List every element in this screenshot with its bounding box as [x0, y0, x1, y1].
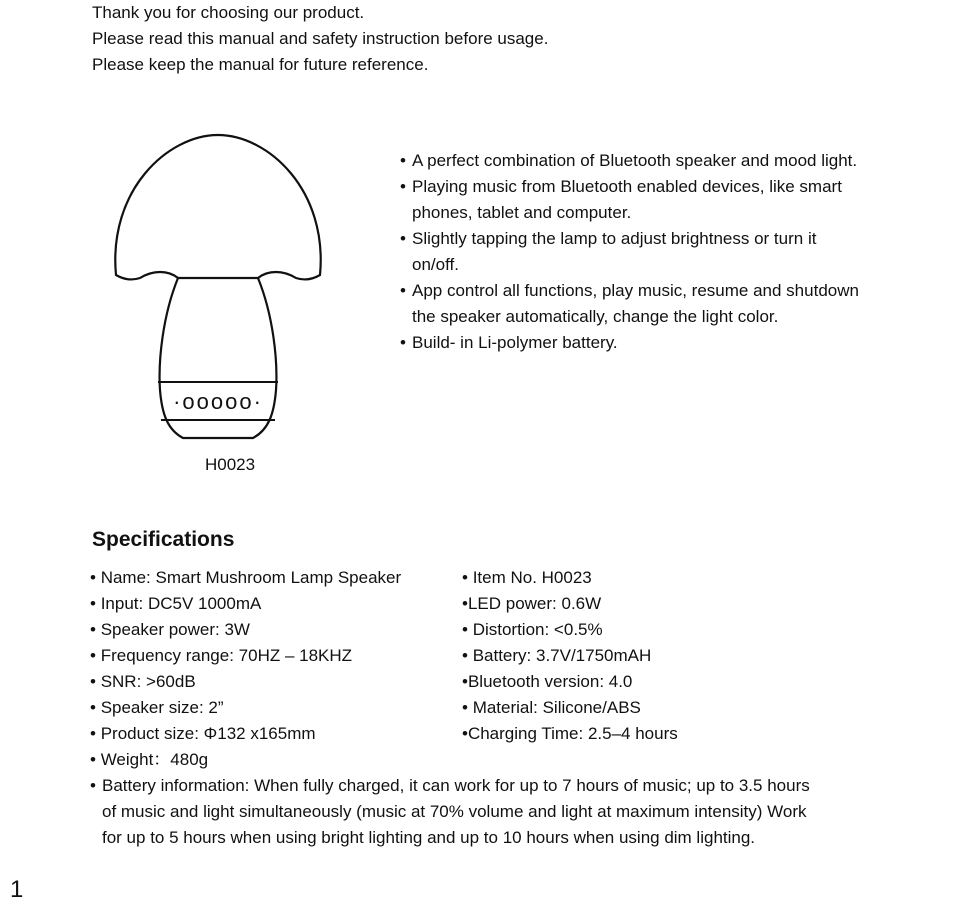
model-label: H0023: [205, 455, 256, 474]
mushroom-lamp-illustration: [108, 130, 328, 450]
intro-line: Thank you for choosing our product.: [92, 3, 365, 22]
spec-row: • Speaker power: 3W • Distortion: <0.5%: [90, 620, 603, 639]
spec-row: • Product size: Φ132 x165mm •Charging Time: 2.5–4 hours: [90, 724, 678, 743]
speaker-buttons: ·ooooo·: [173, 389, 263, 414]
feature-list: [400, 148, 860, 356]
list-item: • A perfect combination of Bluetooth speaker and mood light.: [400, 151, 858, 170]
battery-information: • Battery information: When fully charged, it can work for up to 7 hours of music; up to 3.5 hours of music and light simultaneously (music at 70% volume and light at maximum intensity) Work for up to 5 hours when using bright lighting and up to 10 hours when using dim lighting.: [90, 773, 930, 851]
battery-info-line: of music and light simultaneously (music at 70% volume and light at maximum intensity) Work: [102, 802, 807, 821]
battery-info-line: for up to 5 hours when using bright lighting and up to 10 hours when using dim lighting.: [102, 828, 756, 847]
spec-row: • Speaker size: 2” • Material: Silicone/ABS: [90, 698, 641, 717]
spec-row: • Name: Smart Mushroom Lamp Speaker • Item No. H0023: [90, 568, 592, 587]
battery-info-line: Battery information: When fully charged, it can work for up to 7 hours of music; up to 3.5 hours: [102, 776, 810, 795]
specifications-list: [90, 565, 678, 773]
intro-line: Please keep the manual for future reference.: [92, 55, 429, 74]
spec-row: • Input: DC5V 1000mA •LED power: 0.6W: [90, 594, 602, 613]
list-item: • App control all functions, play music, resume and shutdown the speaker automatically, change the light color.: [400, 281, 859, 326]
spec-row: • SNR: >60dB •Bluetooth version: 4.0: [90, 672, 633, 691]
list-item: • Slightly tapping the lamp to adjust brightness or turn it on/off.: [400, 229, 817, 274]
intro-line: Please read this manual and safety instruction before usage.: [92, 29, 549, 48]
lamp-stem: [160, 278, 277, 438]
list-item: • Build- in Li-polymer battery.: [400, 333, 618, 352]
spec-row: • Frequency range: 70HZ – 18KHZ • Battery: 3.7V/1750mAH: [90, 646, 652, 665]
spec-row: • Weight：480g: [90, 750, 209, 769]
specifications-heading: Specifications: [92, 528, 235, 551]
intro-text: [92, 0, 548, 78]
list-item: • Playing music from Bluetooth enabled devices, like smart phones, tablet and computer.: [400, 177, 842, 222]
page-number: 1: [10, 876, 24, 903]
lamp-cap: [115, 135, 320, 279]
